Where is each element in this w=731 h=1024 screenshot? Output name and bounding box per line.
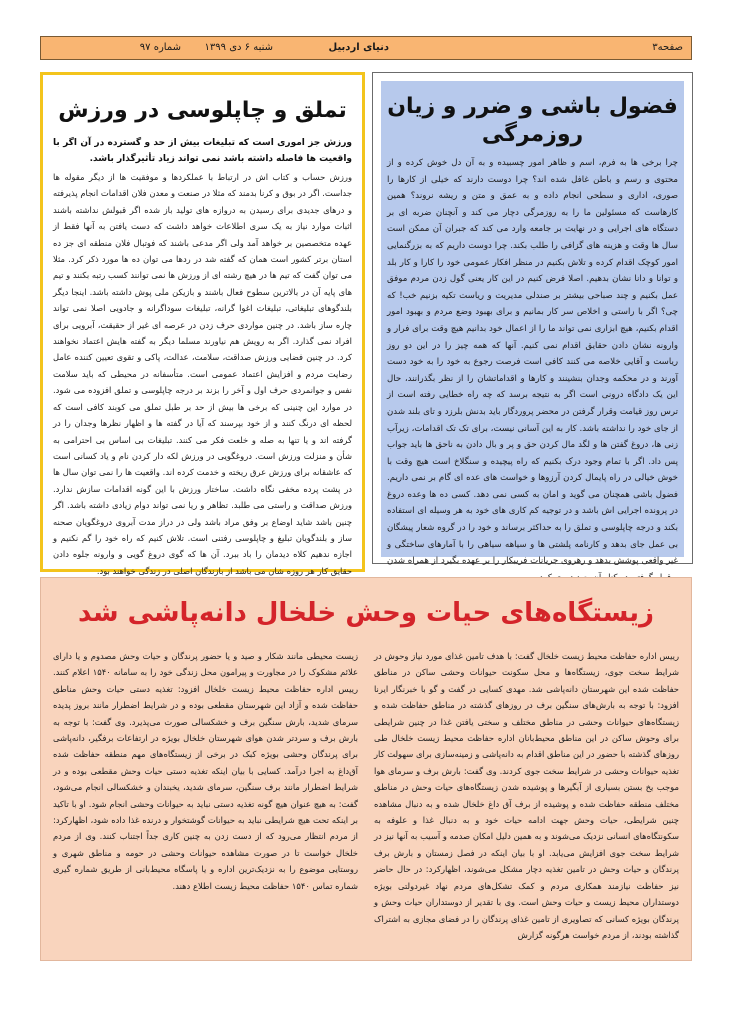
article-title: زیستگاه‌های حیات وحش خلخال دانه‌پاشی شد <box>78 598 654 628</box>
article-lead: ورزش جز اموری است که تبلیغات بیش از حد و گسترده در آن اگر با واقعیت ها فاصله داشته باشد نمی تواند زیاد تأثیرگذار باشد. <box>53 138 352 164</box>
issue-number: شماره ۹۷ <box>139 42 181 53</box>
article-zistgah-khalkhal <box>40 577 692 961</box>
article-columns <box>53 648 679 952</box>
article-fozool-bashi <box>372 72 693 567</box>
article-column-left <box>53 648 358 952</box>
article-body: ورزش حساب و کتاب اش در ارتباط با عملکردها و موفقیت ها از دیگر مقوله ها جداست. اگر در بوق و کرنا بدمند که مثلا در صنعت و معدن فلان اقدامات انجام پذیرفته و درهای جدیدی برای رسیدن به دروازه های تولید باز شده اگر قبولش نداشته باشند اثبات موارد نیاز به یک سری اطلاعات خواهد داشت که دست یافتن به آنها فقط از عهده متخصصین بر خواهد آمد ولی اگر مدعی باشند که فوتبال فلان منطقه ای جز ده استان برتر کشور است همان که گفته شد در ردها می توان ده ها مورد ذکر کرد. مثلا می توان گفت که تیم ها در هیچ رشته ای از ورزش ها نمی توانند کسب رتبه بکنند و تیم های پایه آن در بالاترین سطوح فعال باشند و بازیکن ملی پوش داشته باشد. اینجا دیگر بلندگوهای تبلیغاتی، تبلیغات اغوا گرانه، تبلیغات سوداگرانه و جادویی اصلا نمی تواند چاره ساز باشد. در چنین مواردی حرف زدن در عرصه ای غیر از حقیقت، آبرویی برای افراد نمی گذارد. اگر به رویش هم نیاورند مسلما دیگر به گفته هایش اعتماد نخواهند کرد. در چنین فضایی ورزش صداقت، سلامت، عدالت، پاکی و تقوی تعیین کننده عامل رضایت مردم و افزایش اعتماد عمومی است. متأسفانه در محیطی که باید سلامت نفس و جوانمردی حرف اول و آخر را بزند بر درجه چاپلوسی و تملق افزوده می شود. در موارد این چنینی که برخی ها بیش از حد بر طبل تملق می کوبند کافی است که لحظه ای درنگ کنند و از خود بپرسند که آیا در گفته ها و اظهار نظرها وجدان را در گرفته اند و یا تنها به صله و خلعت فکر می کنند. تبلیغات بی اساس بی احترامی به شأن و منزلت ورزش است. دروغگویی در ورزش لکه دار کردن نام و یاد کسانی است که عاشقانه برای ورزش عرق ریخته و خدمت کرده اند. واقعیت ها را نمی توان سال ها در پشت پرده مخفی نگاه داشت. ساختار ورزش با این گونه اقدامات سازش ندارد. ورزش صداقت و راستی می طلبد. تظاهر و ریا نمی تواند دوام زیادی داشته باشد. اگر چنین باشد شاید اوضاع بر وفق مراد باشد ولی در دراز مدت آبروی دروغگویان صحنه ساز و بلندگویان تبلیغ و چاپلوسی رفتنی است. تلاش کنیم که راه خود را گم نکنیم و اجازه ندهیم کلاه دیدمان را باد ببرد. آن ها که گوی دروغ گویی و وارونه جلوه دادن حقایق کار هر روزه شان می باشد از بازندگان اصلی در زندگی خواهند بود. <box>53 172 352 576</box>
article-column-right <box>374 648 679 952</box>
article-fozool-bashi-panel <box>381 81 684 567</box>
page-header <box>40 36 692 60</box>
article-title: تملق و چاپلوسی در ورزش <box>58 98 347 123</box>
article-tamalogh-varzesh <box>40 72 365 576</box>
article-body: رییس اداره حفاظت محیط زیست خلخال گفت: با هدف تامین غذای مورد نیاز وحوش در شرایط سخت جوی، زیستگاه‌ها و محل سکونت حیوانات وحشی ساکن در مناطق حفاظت شده این شهرستان دانه‌پاشی شد. مهدی کسایی در گفت و گو با خبرنگار ایرنا افزود: با توجه به بارش‌های سنگین برف در روزهای گذشته در مناطق حفاظت شده و زیستگاه‌های حیوانات وحشی در مناطق مختلف و سختی یافتن غذا در چنین شرایطی برای وحوش ساکن در این مناطق محیط‌بانان اداره حفاظت محیط زیست خلخال طی روزهای گذشته با حضور در این مناطق اقدام به دانه‌پاشی و زمینه‌سازی برای سهولت کار تغذیه حیوانات وحشی در شرایط سخت جوی کردند. وی گفت: بارش برف و سرمای هوا موجب یخ بستن بسیاری از آبگیرها و پوشیده شدن زیستگاه‌های حیات وحش در مناطق مختلف منطقه حفاظت شده و پوشیده از برف آق داغ خلخال شده و به دنبال مشاهده چنین شرایطی، حیات وحش جهت ادامه حیات خود و به دنبال غذا و علوفه به سکونتگاه‌های انسانی نزدیک می‌شوند و به همین دلیل امکان صدمه و آسیب به آنها نیز در شرایط سخت جوی افزایش می‌یابد. او با بیان اینکه در فصل زمستان و بارش برف پرندگان و حیات وحش در تامین تغذیه دچار مشکل می‌شوند، اظهارکرد: در حال حاضر نیز حفاظت نیازمند همکاری مردم و کمک تشکل‌های مردم نهاد غیردولتی بویژه دوستداران محیط زیست و حیات وحش است. وی با تقدیر از دوستداران حیات وحش و پرندگان بویژه کسانی که تصاویری از تامین غذای پرندگان را در فضای مجازی به اشتراک گذاشته بودند، از مردم خواست هرگونه گزارش <box>374 651 679 940</box>
article-body: چرا برخی ها به فرم، اسم و ظاهر امور چسبیده و به آن دل خوش کرده و از محتوی و رسم و باطن غافل شده اند؟ چرا دوست دارند که خیلی از کارها را صوری، اداری و سطحی انجام داده و به عمق و متن و ریشه نروند؟ همین کارهاست که مسئولین ما را به روزمرگی دچار می کند و آنچنان ضربه ای بر دستگاه های اجرایی و در نهایت بر جامعه وارد می کند که جبران آن ممکن است سال ها وقت و هزینه های گزافی را طلب بکند. چرا دوست داریم که به بزرگنمایی امور کوچک اقدام کرده و تلاش بکنیم در منظر افکار عمومی خود را کارا و کار بلد و توانا و دانا نشان بدهیم. اصلا فرض کنیم در این کار یعنی گول زدن مردم موفق عمل بکنیم و چند صباحی بیشتر بر صندلی مدیریت و ریاست تکیه بزنیم خب! که چی؟ اگر با راستی و اخلاص سر کار بمانیم و برای بهبود وضع مردم و بهبود امور اقدام بکنیم، هیچ ابزاری نمی تواند ما را از اعمال خود بدانیم هیچ وقت برای فرار و وارونه نشان دادن حقایق اقدام نمی کنیم. آنها که همه چیز را در این دو روز ریاست و آقایی خلاصه می کنند کافی است فرصت رجوع به خود را به خود دست آورند و در محکمه وجدان بنشینند و کارها و اقداماتشان را از نظر بگذرانند، حال این یک دادگاه درونی است اگر به نتیجه برسد که چه راه خطایی رفته است از ترس روز قیامت وقرار گرفتن در محضر پروردگار باید بدنش بلرزد و تای بلند شدن از جای خود را نداشته باشد. کار به این آسانی نیست، برای تک تک اقدامات، زیرآب زنی ها، دروغ گفتن ها و لگد مال کردن حق و پر و بال دادن به ناحق ها باید جواب پس داد. اگر با تمام وجود درک بکنیم که راه پیچیده و سنگلاخ است هیچ وقت با خوش خیالی در راه پایمال کردن آرزوها و خواست های عده ای گام بر نمی داریم. فضول باشی همچنان می گوید و امان به کسی نمی دهد. کسی ده ها وعده دروغ در پرونده اجرایی اش باشد و در توجیه کم کاری های خود به هر وسیله ای استفاده بکند و درجه چاپلوسی و تملق را به حداکثر برساند و خود را در گروه شعار پیشگان بی عمل جای بدهد و کارنامه پلشتی ها و سیاهه سیاهی را با آمارهای ساختگی و غیر واقعی پوشش بدهد و رهروی جریانات فریبکار را بر عهده بگیرد از همراه شدن <box>387 158 678 567</box>
article-body: زیست محیطی مانند شکار و صید و یا حضور پرندگان و حیات وحش مصدوم و یا دارای علائم مشکوک را در مجاورت و پیرامون محل زندگی خود را به سامانه ۱۵۴۰ اعلام کنند. رییس اداره حفاظت محیط زیست خلخال افزود: تغذیه دستی حیات وحش مناطق حفاظت شده و آزاد این شهرستان مقطعی بوده و در شرایط اضطرار مانند بروز پدیده سرمای شدید، بارش سنگین برف و خشکسالی صورت می‌پذیرد. وی گفت: با توجه به بارش برف و سردتر شدن هوای شهرستان خلخال بویژه در ارتفاعات برفگیر، دانه‌پاشی برای پرندگان وحشی بویژه کبک در برخی از زیستگاه‌های مهم منطقه حفاظت شده آق‌داغ به اجرا درآمد. کسایی با بیان اینکه تغذیه دستی حیات وحش مقطعی بوده و در شرایط اضطرار مانند برف سنگین، سرمای شدید، یخبندان و خشکسالی انجام می‌شود، گفت: به هیچ عنوان هیچ گونه تغذیه دستی نباید به حیوانات وحشی انجام شود. او با تاکید بر اینکه تحت هیچ شرایطی نباید به حیوانات گوشتخوار و درنده غذا داده شود، اظهارکرد: از مردم انتظار می‌رود که از دست زدن به چنین کاری جداً اجتناب کنند. وی از مردم خلخال خواست تا در صورت مشاهده حیوانات وحشی در حومه و مناطق شهری و روستایی موضوع را به نزدیک‌ترین اداره و یا پاسگاه محیط‌بانی از طریق شماره گیری شماره تماس ۱۵۴۰ حفاظت محیط زیست اطلاع دهند. <box>53 651 358 891</box>
publication-name: دنیای اردبیل <box>328 42 389 53</box>
issue-date: شنبه ۶ دی ۱۳۹۹ <box>204 42 273 53</box>
article-title: فضول باشی و ضرر و زیان روزمرگی <box>387 94 678 147</box>
page-number: صفحه۳ <box>652 42 683 53</box>
